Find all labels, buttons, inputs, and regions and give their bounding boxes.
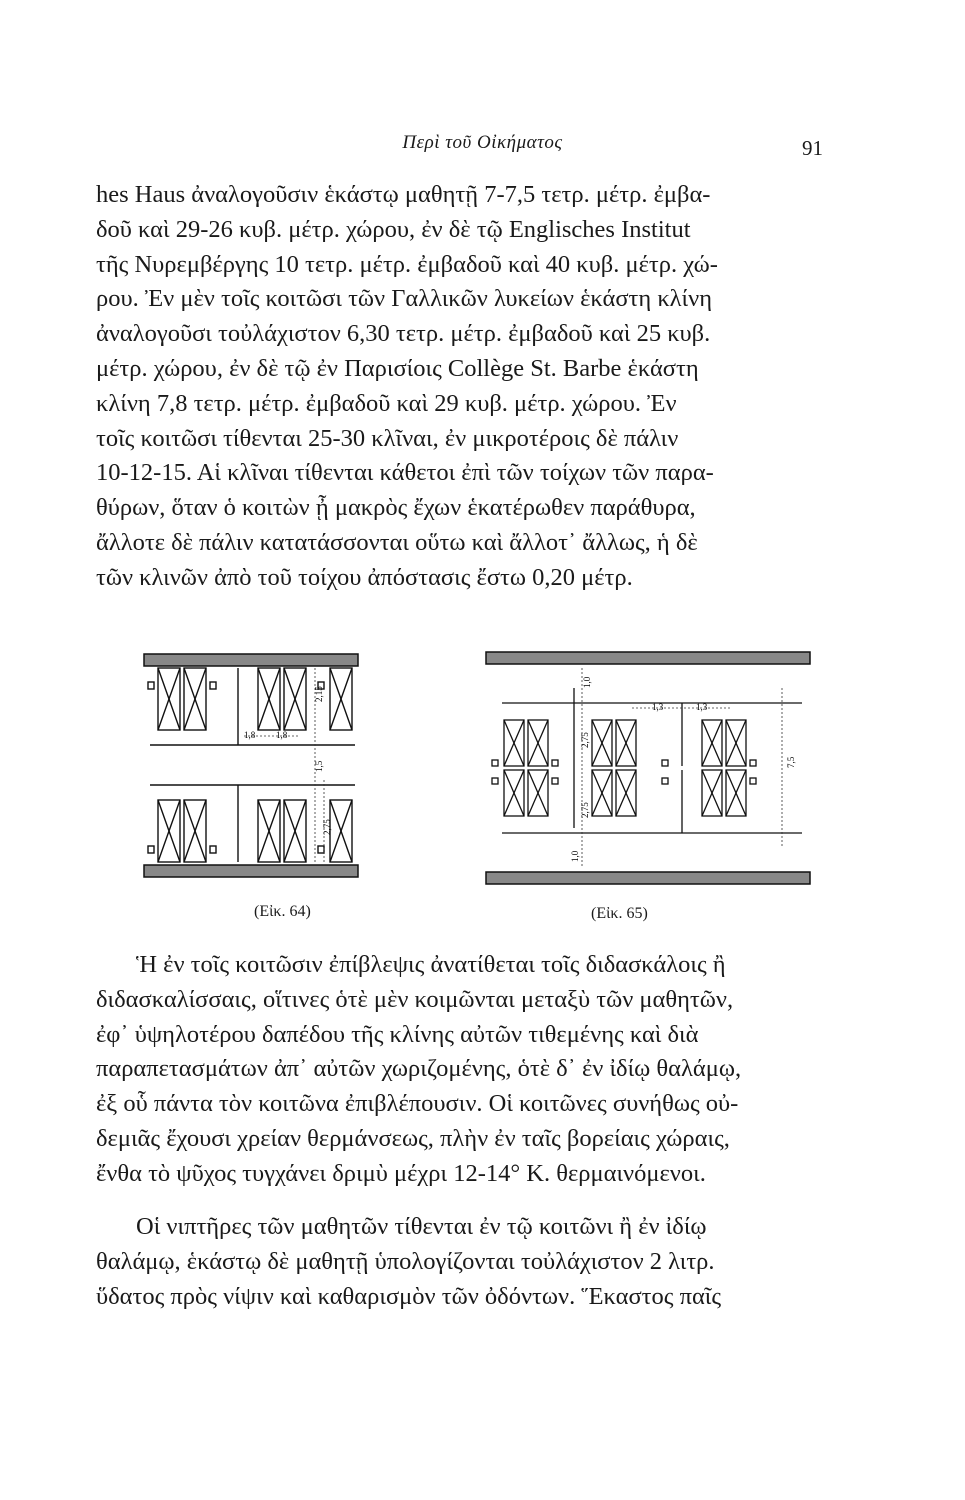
paragraph-2 (96, 948, 826, 1192)
text-line: ὕδατος πρὸς νίψιν καὶ καθαρισμὸν τῶν ὀδόντων. Ἕκαστος παῖς (96, 1282, 722, 1310)
dim-label: 7,5 (786, 756, 796, 768)
figure-64-floor-plan (140, 650, 362, 882)
text-line: ἀναλογοῦσι τοὐλάχιστον 6,30 τετρ. μέτρ. ἐμβαδοῦ καὶ 25 κυβ. (96, 320, 711, 348)
figure-64-drawing (140, 650, 362, 882)
text-line: τῶν κλινῶν ἀπὸ τοῦ τοίχου ἀπόστασις ἔστω 0,20 μέτρ. (96, 563, 633, 591)
top-wall (144, 654, 358, 666)
top-wall (486, 652, 810, 664)
text-line: ἐξ οὗ πάντα τὸν κοιτῶνα ἐπιβλέπουσιν. Οἱ κοιτῶνες συνήθως οὐ- (96, 1090, 739, 1118)
text-line: τοῖς κοιτῶσι τίθενται 25-30 κλῖναι, ἐν μικροτέροις δὲ πάλιν (96, 424, 679, 452)
text-line: θαλάμῳ, ἑκάστῳ δὲ μαθητῇ ὑπολογίζονται τοὐλάχιστον 2 λιτρ. (96, 1247, 715, 1275)
dim-label: 1,8 (244, 730, 256, 740)
text-line: τῆς Νυρεμβέργης 10 τετρ. μέτρ. ἐμβαδοῦ καὶ 40 κυβ. μέτρ. χώ- (96, 250, 718, 278)
dim-label: 1,3 (652, 702, 664, 712)
dim-label: 1,3 (696, 702, 708, 712)
bottom-wall (486, 872, 810, 884)
paragraph-1 (96, 178, 826, 596)
text-line: θύρων, ὅταν ὁ κοιτὼν ᾖ μακρὸς ἔχων ἑκατέρωθεν παράθυρα, (96, 494, 696, 522)
figure-64-caption: (Εἰκ. 64) (254, 903, 311, 920)
dim-label: 1,0 (582, 676, 592, 688)
paragraph-3 (96, 1210, 826, 1314)
dim-label: 2,75 (580, 732, 590, 748)
figure-65-caption: (Εἰκ. 65) (591, 905, 648, 922)
figure-65-floor-plan (482, 648, 814, 888)
text-line: διδασκαλίσσαις, οἵτινες ὁτὲ μὲν κοιμῶνται μεταξὺ τῶν μαθητῶν, (96, 985, 734, 1013)
text-line: ἐφ᾽ ὑψηλοτέρου δαπέδου τῆς κλίνης αὐτῶν τιθεμένης καὶ διὰ (96, 1020, 699, 1048)
text-line: 10-12-15. Αἱ κλῖναι τίθενται κάθετοι ἐπὶ τῶν τοίχων τῶν παρα- (96, 459, 714, 487)
text-line: κλίνη 7,8 τετρ. μέτρ. ἐμβαδοῦ καὶ 29 κυβ. μέτρ. χώρου. Ἐν (96, 389, 677, 417)
dim-label: 2,75 (580, 802, 590, 818)
text-line: παραπετασμάτων ἀπ᾽ αὐτῶν χωριζομένης, ὁτὲ δ᾽ ἐν ἰδίῳ θαλάμῳ, (96, 1055, 742, 1083)
text-line: ρου. Ἐν μὲν τοῖς κοιτῶσι τῶν Γαλλικῶν λυκείων ἑκάστη κλίνη (96, 285, 713, 313)
text-line: Οἱ νιπτῆρες τῶν μαθητῶν τίθενται ἐν τῷ κοιτῶνι ἢ ἐν ἰδίῳ (136, 1213, 707, 1240)
text-line: ἄλλοτε δὲ πάλιν κατατάσσονται οὕτω καὶ ἄλλοτ᾽ ἄλλως, ἡ δὲ (96, 528, 698, 556)
text-line: hes Haus ἀναλογοῦσιν ἑκάστῳ μαθητῇ 7-7,5 τετρ. μέτρ. ἐμβα- (96, 181, 711, 208)
running-title: Περὶ τοῦ Οἰκήματος (402, 132, 563, 153)
bottom-wall (144, 865, 358, 877)
text-line: Ἡ ἐν τοῖς κοιτῶσιν ἐπίβλεψις ἀνατίθεται τοῖς διδασκάλοις ἢ (136, 951, 726, 978)
text-line: μέτρ. χώρου, ἐν δὲ τῷ ἐν Παρισίοις Collège St. Barbe ἑκάστη (96, 354, 699, 382)
dim-label: 1,0 (570, 850, 580, 862)
page-header (0, 128, 965, 164)
page-number: 91 (802, 136, 823, 160)
text-line: δοῦ καὶ 29-26 κυβ. μέτρ. χώρου, ἐν δὲ τῷ Englisches Institut (96, 215, 691, 243)
figure-65-drawing (482, 648, 814, 888)
dim-label: 2,15 (314, 686, 324, 702)
dim-label: 1,8 (276, 730, 288, 740)
dim-label: 2,75 (322, 819, 332, 835)
text-line: ἔνθα τὸ ψῦχος τυγχάνει δριμὺ μέχρι 12-14° Κ. θερμαινόμενοι. (96, 1159, 706, 1187)
lower-bed-row (492, 760, 802, 833)
dimension-lines (582, 668, 782, 868)
dim-label: 1,5 (314, 760, 324, 772)
text-line: δεμιᾶς ἔχουσι χρείαν θερμάνσεως, πλὴν ἐν ταῖς βορείαις χώραις, (96, 1124, 730, 1152)
